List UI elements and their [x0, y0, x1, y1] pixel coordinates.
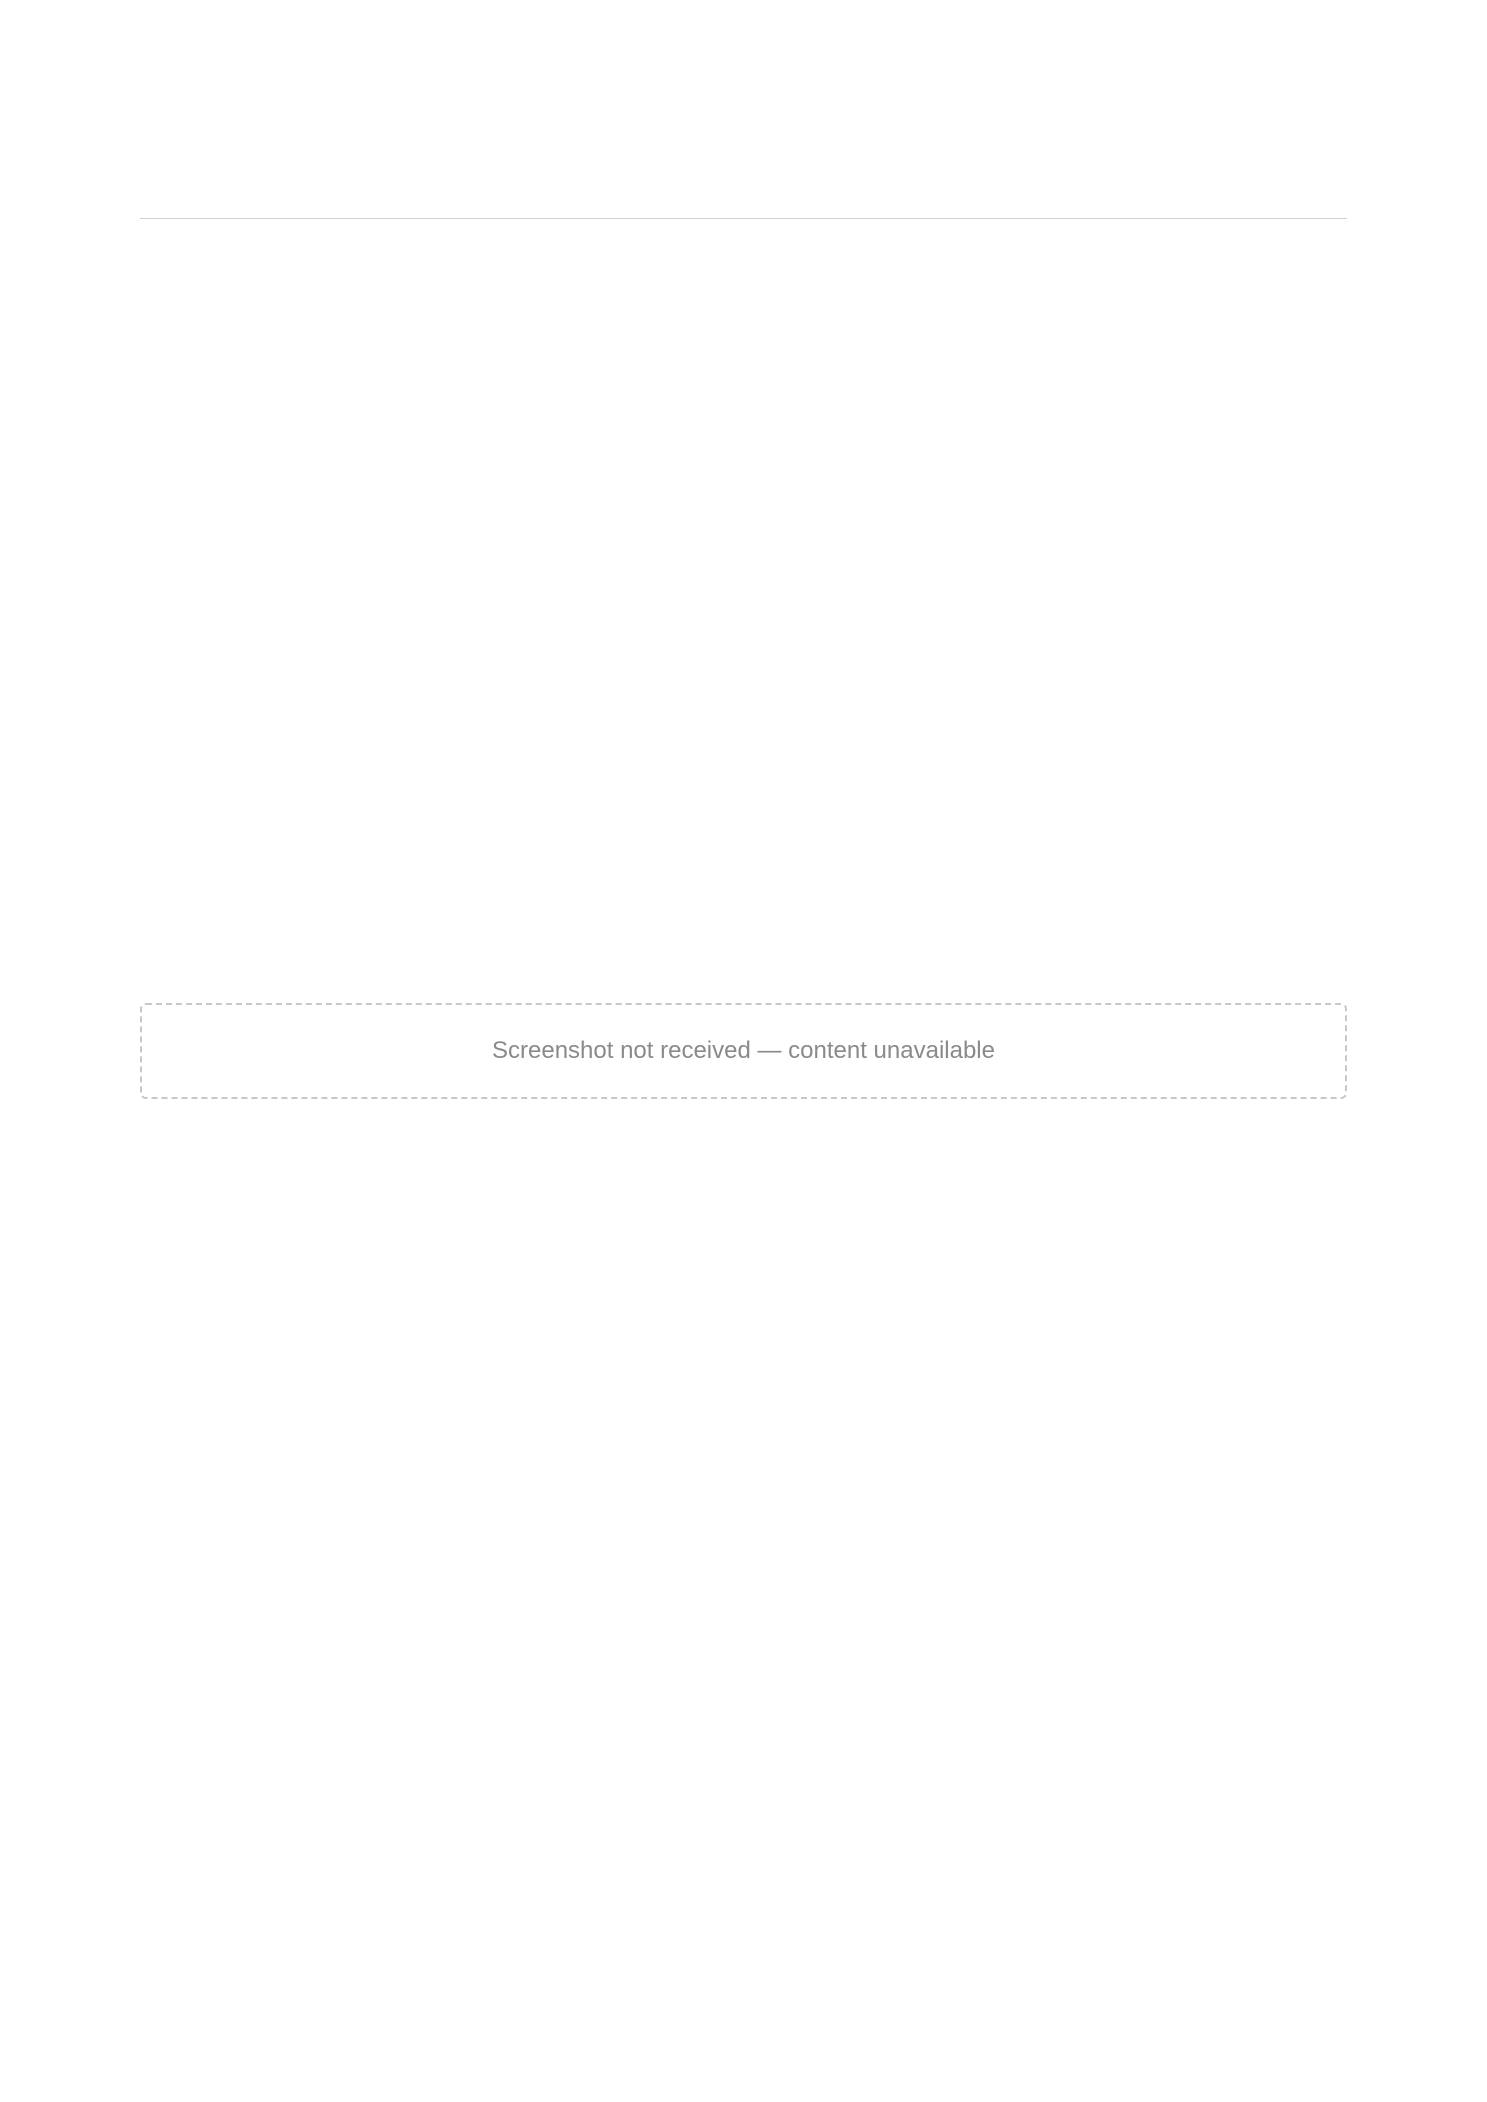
paragraph	[140, 259, 1347, 281]
missing-image-notice: Screenshot not received — content unavailable	[140, 1003, 1347, 1099]
document-footer	[140, 2004, 1347, 2022]
document-title	[140, 120, 1347, 160]
document-subtitle	[140, 172, 1347, 194]
paragraph	[140, 305, 1347, 327]
document-header	[140, 120, 1347, 219]
paragraph	[140, 351, 1347, 373]
document-body	[140, 259, 1347, 373]
